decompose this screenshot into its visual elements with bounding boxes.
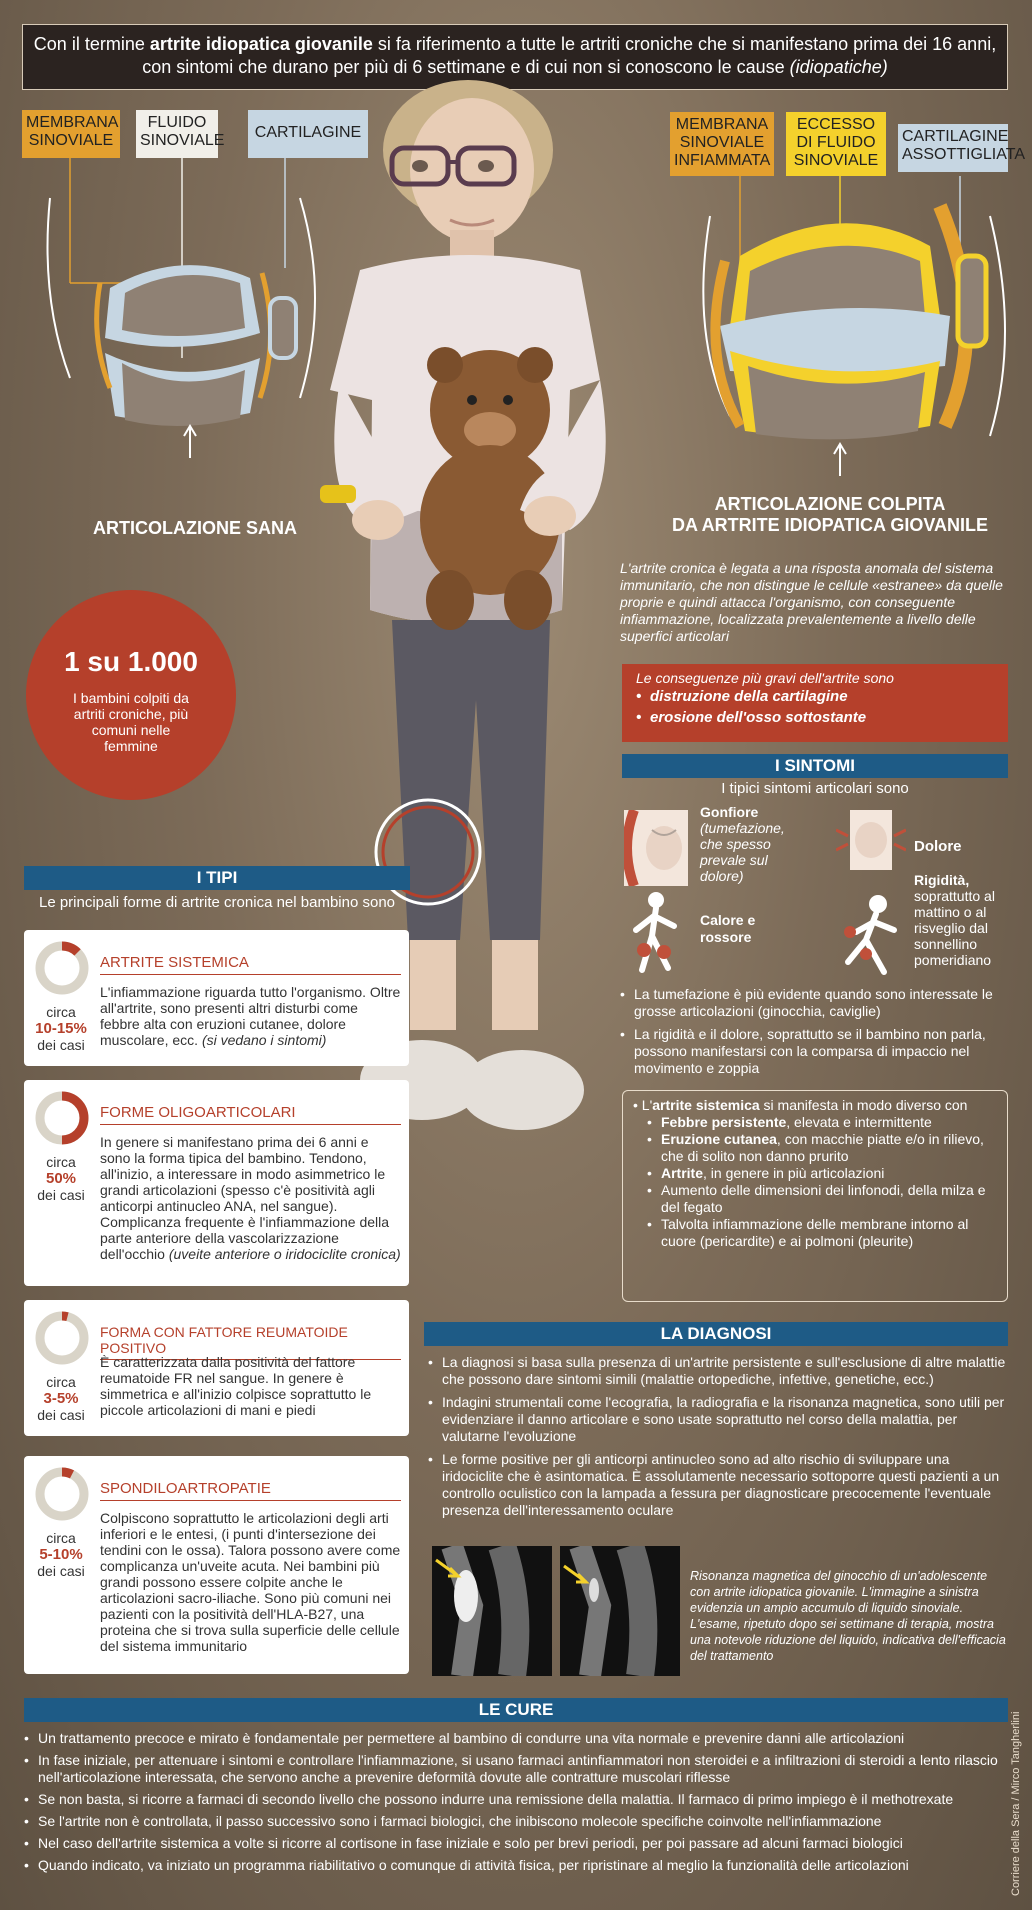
types-section-title: I TIPI xyxy=(24,866,410,890)
symptom-notes xyxy=(620,986,1010,1077)
label-thinned-cartilage: CARTILAGINE ASSOTTIGLIATA xyxy=(898,124,1008,172)
label-excess-fluid: ECCESSO DI FLUIDO SINOVIALE xyxy=(786,112,886,176)
diagnosis-item: • La diagnosi si basa sulla presenza di un'artrite persistente e sull'esclusione di altre malattie che possono dare sintomi simili (malattie ortopediche, infettive, genetiche, ecc.) xyxy=(428,1354,1008,1388)
cure-item: • In fase iniziale, per attenuare i sintomi e controllare l'infiammazione, si usano farmaci antinfiammatori non steroidei e a infiltrazioni di steroidi a lento rilascio nell'articolazione interessata, che servono anche a prevenire deformità dovute alle contratture muscolari riflesse xyxy=(24,1752,1004,1786)
diagnosis-section-title: LA DIAGNOSI xyxy=(424,1322,1008,1346)
type-body: L'infiammazione riguarda tutto l'organismo. Oltre all'artrite, sono presenti altri disturbi come febbre alta con eruzioni cutanee, dolore muscolare, ecc. (si vedano i sintomi) xyxy=(100,984,401,1048)
painful-knee-icon xyxy=(836,810,906,870)
intro-text-mid: si fa riferimento a tutte le artriti croniche che si manifestano prima dei 16 anni, con sintomi che durano per più di 6 settimane e di cui non si conoscono le cause xyxy=(142,34,997,77)
label-cartilage: CARTILAGINE xyxy=(248,110,368,158)
type-card-oligoarticular xyxy=(24,1080,409,1286)
walking-child-icon xyxy=(624,890,688,976)
type-body: In genere si manifestano prima dei 6 anni e sono la forma tipica del bambino. Tendono, all'inizio, a interessare in modo asimmetrico le grandi articolazioni (spesso c'è positività agli anticorpi antinucleo ANA, nel sangue). Complicanza frequente è l'infiammazione della parte anteriore della vascolarizzazione dell'occhio (uveite anteriore o iridociclite cronica) xyxy=(100,1134,401,1262)
swollen-knee-icon xyxy=(624,810,688,886)
ring-fill xyxy=(62,946,78,952)
symptom-swelling: Gonfiore (tumefazione, che spesso prevale sul dolore) xyxy=(700,804,785,884)
systemic-item: • Febbre persistente, elevata e intermittente xyxy=(647,1114,997,1131)
type-percentage: circa 50% dei casi xyxy=(37,1154,85,1203)
systemic-item: • Aumento delle dimensioni dei linfonodi, della milza e del fegato xyxy=(647,1182,997,1216)
systemic-item: • Artrite, in genere in più articolazioni xyxy=(647,1165,997,1182)
stat-number: 1 su 1.000 xyxy=(64,646,198,677)
percentage-ring xyxy=(32,1088,92,1148)
symptom-note: • La rigidità e il dolore, soprattutto se il bambino non parla, possono manifestarsi con la comparsa di impaccio nel movimento e zoppia xyxy=(620,1026,1010,1077)
type-title: SPONDILOARTROPATIE xyxy=(100,1480,401,1501)
consequences-box xyxy=(622,664,1008,742)
cures-section-title: LE CURE xyxy=(24,1698,1008,1722)
ring-fill xyxy=(62,1096,84,1140)
types-subtitle: Le principali forme di artrite cronica nel bambino sono xyxy=(38,894,395,911)
ring-track xyxy=(40,1316,84,1360)
symptoms-section-title: I SINTOMI xyxy=(622,754,1008,778)
type-percentage: circa 3-5% dei casi xyxy=(37,1374,85,1423)
percentage-ring xyxy=(32,1464,92,1524)
intro-italic: (idiopatiche) xyxy=(789,57,888,77)
type-card-systemic xyxy=(24,930,409,1066)
type-percentage: circa 5-10% dei casi xyxy=(37,1530,85,1579)
systemic-item: • Eruzione cutanea, con macchie piatte e/o in rilievo, che di solito non danno prurito xyxy=(647,1131,997,1165)
cure-item: • Se non basta, si ricorre a farmaci di secondo livello che possono indurre una remissione della malattia. Il farmaco di primo impiego è il methotrexate xyxy=(24,1791,1004,1808)
type-card-rheumatoid xyxy=(24,1300,409,1436)
type-title: FORME OLIGOARTICOLARI xyxy=(100,1104,401,1125)
cure-item: • Nel caso dell'artrite sistemica a volte si ricorre al cortisone in fase iniziale e solo per brevi periodi, per poi passare ad alcuni farmaci biologici xyxy=(24,1835,1004,1852)
stiff-child-icon xyxy=(836,892,910,976)
consequences-intro: Le conseguenze più gravi dell'artrite sono xyxy=(636,670,894,686)
cure-item: • Se l'artrite non è controllata, il passo successivo sono i farmaci biologici, che inibiscono molecole specifiche coinvolte nell'infiammazione xyxy=(24,1813,1004,1830)
label-synovial-fluid: FLUIDO SINOVIALE xyxy=(136,110,218,158)
intro-bold-term: artrite idiopatica giovanile xyxy=(149,34,373,54)
ring-fill xyxy=(62,1316,67,1317)
symptom-note: • La tumefazione è più evidente quando sono interessate le grosse articolazioni (ginocchia, caviglie) xyxy=(620,986,1010,1020)
systemic-intro: • L'artrite sistemica si manifesta in modo diverso con xyxy=(633,1097,968,1113)
credit: Corriere della Sera / Mirco Tangherlini xyxy=(1010,1711,1022,1896)
mri-before-image xyxy=(432,1546,552,1676)
symptom-heat: Calore e rossore xyxy=(700,912,756,945)
symptom-pain: Dolore xyxy=(914,838,962,855)
type-body: Colpiscono soprattutto le articolazioni degli arti inferiori e le entesi, (i punti d'intersezione dei tendini con le ossa). Talora possono avere come complicanza un'uveite acuta. Nei bambini più grandi possono essere colpite anche le articolazioni sacro-iliache. Sono più comuni nei pazienti con la positività dell'HLA-B27, una proteina che si trova sulla superficie delle cellule del sistema immunitario xyxy=(100,1510,401,1654)
mri-after-image xyxy=(560,1546,680,1676)
stat-circle xyxy=(26,590,236,800)
cure-item: • Un trattamento precoce e mirato è fondamentale per permettere al bambino di condurre una vita normale e prevenire danni alle articolazioni xyxy=(24,1730,1004,1747)
ring-fill xyxy=(62,1472,72,1474)
diagnosis-item: • Le forme positive per gli anticorpi antinucleo sono ad alto rischio di sviluppare una iridociclite che è asintomatica. È assolutamente necessario sottoporre questi pazienti a un controllo oculistico con la lampada a fessura per diagnosticare precocemente l'eventuale presenza dell'interessamento oculare xyxy=(428,1451,1008,1519)
consequence-item: • distruzione della cartilagine xyxy=(636,686,994,707)
consequence-item: • erosione dell'osso sottostante xyxy=(636,707,994,728)
symptoms-subtitle: I tipici sintomi articolari sono xyxy=(721,780,909,797)
type-title: FORMA CON FATTORE REUMATOIDE POSITIVO xyxy=(100,1324,401,1360)
affected-joint-caption: ARTICOLAZIONE COLPITA DA ARTRITE IDIOPATICA GIOVANILE xyxy=(672,494,988,535)
diagnosis-item: • Indagini strumentali come l'ecografia, la radiografia e la risonanza magnetica, sono utili per evidenziare il danno articolare e sono usate soprattutto nel corso della malattia, per valutarne l'evoluzione xyxy=(428,1394,1008,1445)
mri-caption: Risonanza magnetica del ginocchio di un'adolescente con artrite idiopatica giovanile. L'immagine a sinistra evidenzia un ampio accumulo di liquido sinoviale. L'esame, ripetuto dopo sei settimane di terapia, mostra una notevole riduzione del liquido, indicativa dell'efficacia del trattamento xyxy=(690,1569,1006,1663)
percentage-ring xyxy=(32,938,92,998)
type-card-spondyloarthropathy xyxy=(24,1456,409,1674)
type-body: È caratterizzata dalla positività del fattore reumatoide FR nel sangue. In genere è simmetrica e all'inizio colpisce soprattutto le piccole articolazioni di mani e piedi xyxy=(100,1354,372,1418)
systemic-arthritis-box xyxy=(622,1090,1008,1302)
affected-joint-diagram xyxy=(690,176,1010,476)
diagnosis-list xyxy=(428,1354,1008,1519)
cure-item: • Quando indicato, va iniziato un programma riabilitativo o comunque di attività fisica, per ripristinare al meglio la funzionalità delle articolazioni xyxy=(24,1857,1004,1874)
percentage-ring xyxy=(32,1308,92,1368)
stat-text: I bambini colpiti da artriti croniche, più comuni nelle femmine xyxy=(73,690,189,754)
label-inflamed-membrane: MEMBRANA SINOVIALE INFIAMMATA xyxy=(670,112,774,176)
systemic-item: • Talvolta infiammazione delle membrane intorno al cuore (pericardite) e ai polmoni (pleurite) xyxy=(647,1216,997,1250)
healthy-joint-diagram xyxy=(30,158,330,478)
type-title: ARTRITE SISTEMICA xyxy=(100,954,401,975)
ring-track xyxy=(40,1472,84,1516)
label-synovial-membrane: MEMBRANA SINOVIALE xyxy=(22,110,120,158)
symptom-stiffness: Rigidità, soprattutto al mattino o al risveglio dal sonnellino pomeridiano xyxy=(914,872,995,968)
immune-response-text: L'artrite cronica è legata a una risposta anomala del sistema immunitario, che non distingue le cellule «estranee» da quelle proprie e quindi attacca l'organismo, con conseguente infiammazione, localizzata prevalentemente a livello delle superfici articolari xyxy=(620,560,1003,644)
type-percentage: circa 10-15% dei casi xyxy=(35,1004,87,1053)
cures-list xyxy=(24,1730,1004,1874)
intro-text-start: Con il termine xyxy=(33,34,150,54)
healthy-joint-caption: ARTICOLAZIONE SANA xyxy=(93,518,297,538)
